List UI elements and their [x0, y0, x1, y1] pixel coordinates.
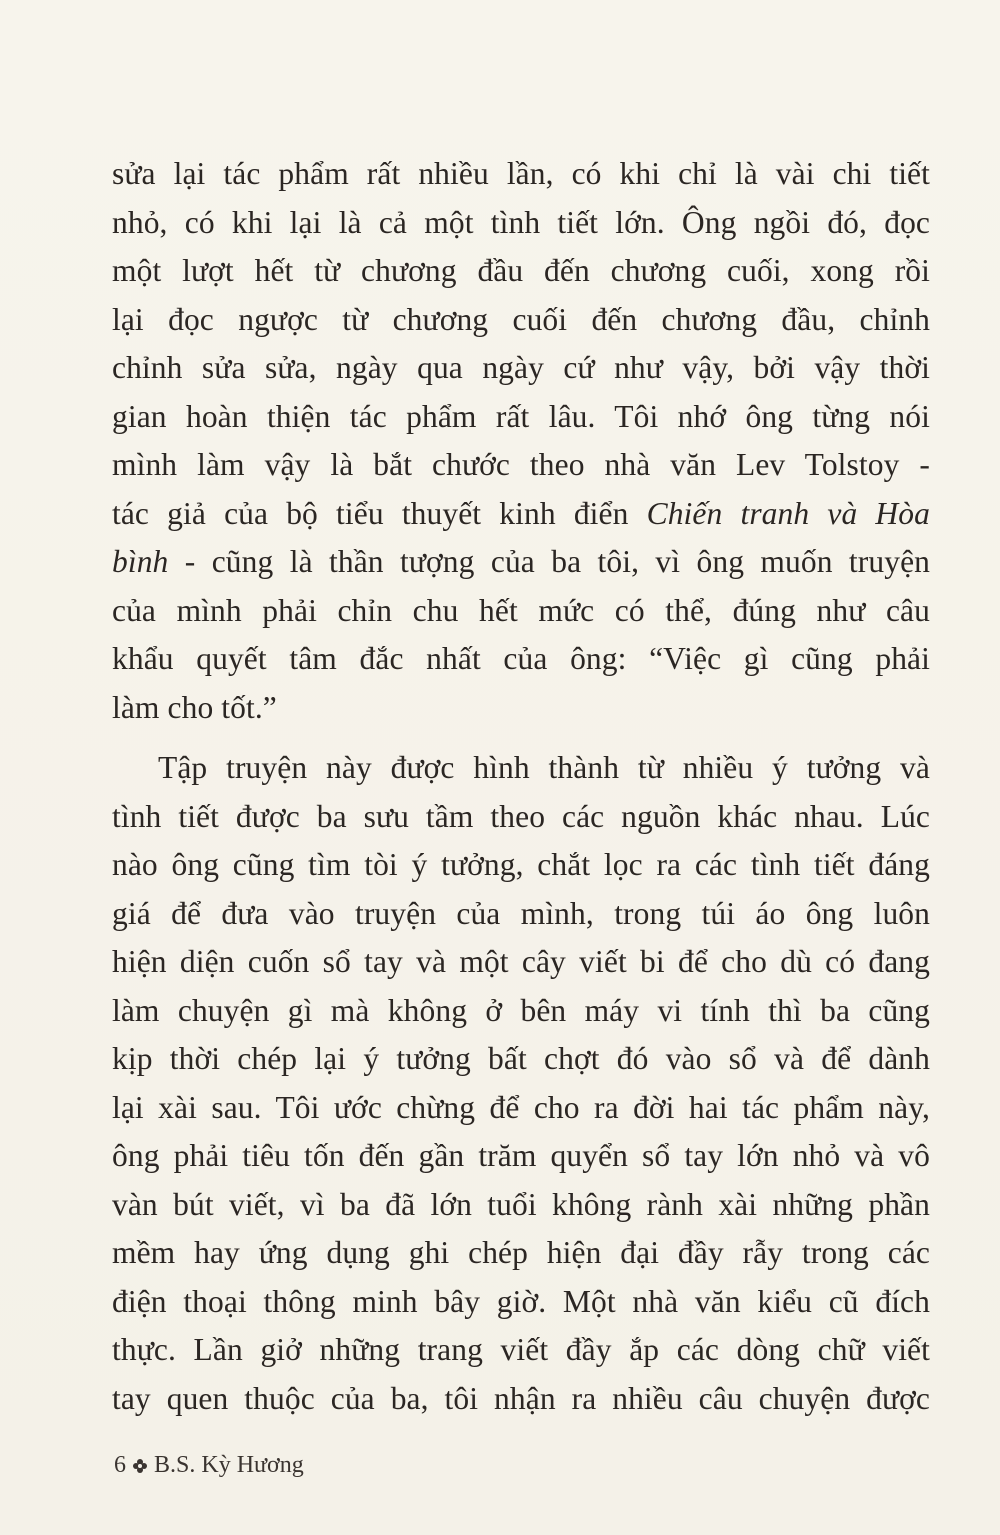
paragraph-1 — [112, 150, 930, 732]
paragraph-2 — [112, 744, 930, 1423]
author-name: B.S. Kỳ Hương — [154, 1452, 304, 1478]
text-segment: tác giả của bộ tiểu thuyết kinh điển — [112, 495, 647, 531]
text-line — [112, 490, 930, 539]
flower-ornament-icon — [132, 1458, 148, 1474]
book-title-italic: Chiến tranh và Hòa — [646, 495, 930, 531]
text-line: vàn bút viết, vì ba đã lớn tuổi không rành xài những phần — [112, 1186, 930, 1222]
body-text — [112, 150, 930, 1423]
text-line: mềm hay ứng dụng ghi chép hiện đại đầy rẫy trong các — [112, 1235, 930, 1270]
text-line: nào ông cũng tìm tòi ý tưởng, chắt lọc ra các tình tiết đáng — [112, 847, 930, 882]
text-line: thực. Lần giở những trang viết đầy ắp các dòng chữ viết — [112, 1332, 930, 1367]
text-line: khẩu quyết tâm đắc nhất của ông: “Việc gì cũng phải — [112, 641, 930, 676]
text-line — [112, 538, 930, 587]
text-segment: - cũng là thần tượng của ba tôi, vì ông muốn truyện — [168, 544, 930, 579]
book-title-italic: bình — [112, 544, 169, 579]
text-line: Tập truyện này được hình thành từ nhiều ý tưởng và — [158, 750, 930, 785]
text-line: lại đọc ngược từ chương cuối đến chương đầu, chỉnh — [112, 301, 930, 337]
paragraph-gap — [112, 732, 930, 744]
text-line: tình tiết được ba sưu tầm theo các nguồn khác nhau. Lúc — [112, 798, 930, 834]
text-line: lại xài sau. Tôi ước chừng để cho ra đời hai tác phẩm này, — [112, 1089, 930, 1125]
text-line: mình làm vậy là bắt chước theo nhà văn Lev Tolstoy - — [112, 447, 930, 482]
text-line: nhỏ, có khi lại là cả một tình tiết lớn. Ông ngồi đó, đọc — [112, 204, 930, 240]
page-footer — [114, 1452, 304, 1479]
text-line: tay quen thuộc của ba, tôi nhận ra nhiều câu chuyện được — [112, 1380, 930, 1416]
text-line: gian hoàn thiện tác phẩm rất lâu. Tôi nhớ ông từng nói — [112, 398, 930, 434]
text-line: điện thoại thông minh bây giờ. Một nhà văn kiểu cũ đích — [112, 1283, 930, 1319]
text-line: hiện diện cuốn sổ tay và một cây viết bi để cho dù có đang — [112, 944, 930, 979]
text-line: chỉnh sửa sửa, ngày qua ngày cứ như vậy, bởi vậy thời — [112, 350, 930, 385]
text-line: giá để đưa vào truyện của mình, trong túi áo ông luôn — [112, 895, 930, 931]
text-line: một lượt hết từ chương đầu đến chương cuối, xong rồi — [112, 253, 930, 288]
text-line: ông phải tiêu tốn đến gần trăm quyển sổ tay lớn nhỏ và vô — [112, 1138, 930, 1173]
text-line: làm chuyện gì mà không ở bên máy vi tính thì ba cũng — [112, 992, 930, 1028]
text-line: làm cho tốt.” — [112, 689, 277, 725]
text-line: sửa lại tác phẩm rất nhiều lần, có khi chỉ là vài chi tiết — [112, 156, 930, 191]
text-line: của mình phải chỉn chu hết mức có thể, đúng như câu — [112, 592, 930, 628]
page-number: 6 — [114, 1452, 126, 1478]
text-line: kịp thời chép lại ý tưởng bất chợt đó vào sổ và để dành — [112, 1041, 930, 1076]
